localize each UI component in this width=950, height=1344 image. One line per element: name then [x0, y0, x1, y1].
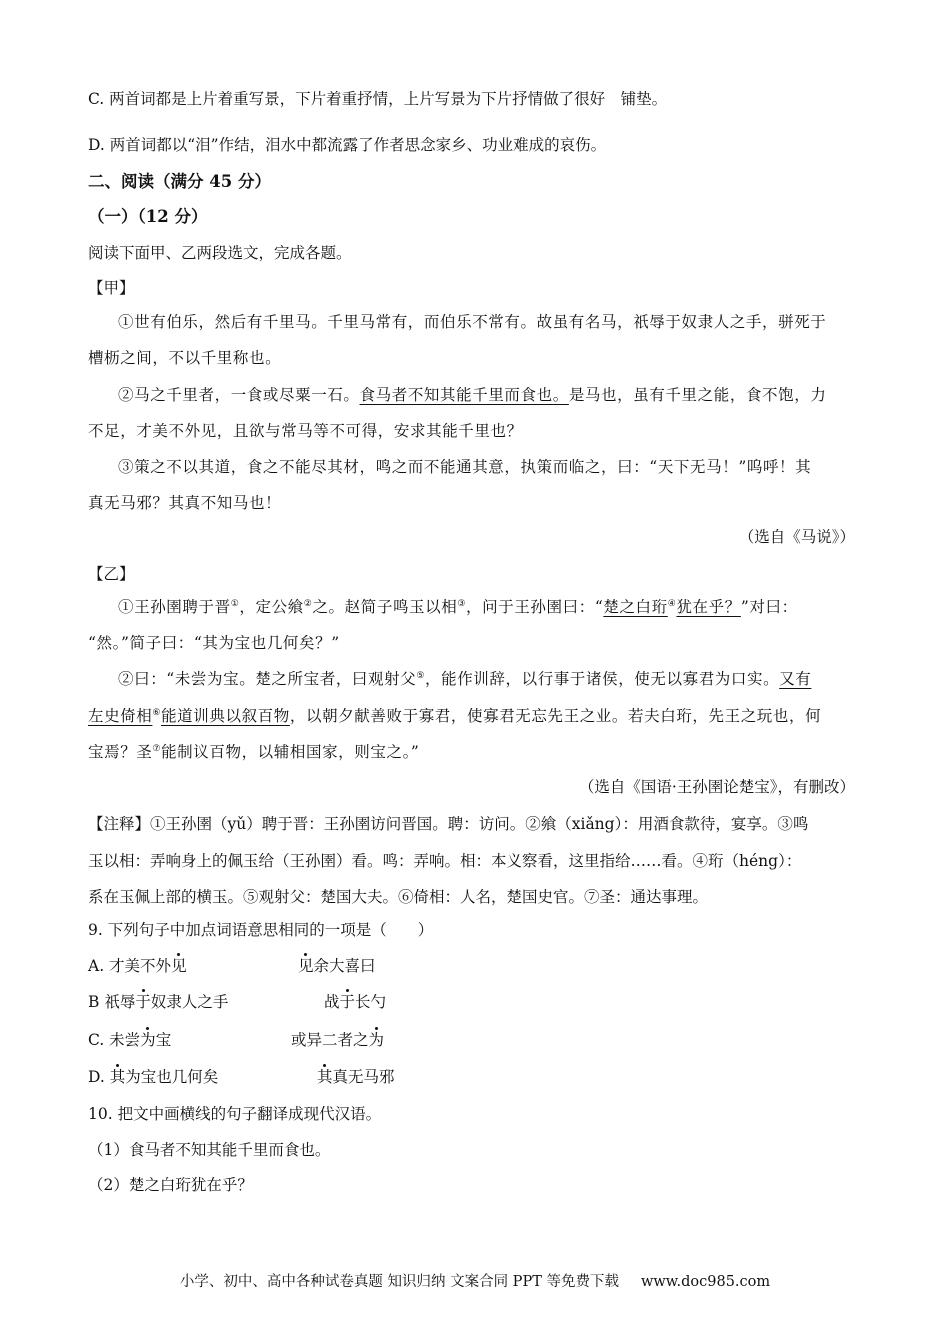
yi-paragraph-1-cont: “然。”简子曰：“其为宝也几何矣？” [88, 634, 340, 652]
yi-paragraph-2 [118, 668, 811, 693]
passage-yi-label: 【乙】 [88, 565, 135, 583]
jia-paragraph-3-cont: 真无马邪？其真不知马也！ [88, 494, 282, 512]
note-marker: ⑥ [152, 708, 162, 718]
text: 余大喜曰 [313, 957, 376, 975]
jia-paragraph-1-cont: 槽枥之间，不以千里称也。 [88, 349, 282, 367]
note-marker: ⑤ [416, 671, 425, 681]
note-marker: ③ [457, 599, 467, 609]
question-9-stem: 9. 下列句子中加点词语意思相同的一项是（ ） [88, 921, 434, 939]
q9-option-c-left [88, 1029, 171, 1051]
text: ，定公飨 [239, 598, 304, 616]
text: 是马也，虽有千里之能，食不饱，力 [568, 386, 827, 404]
yi-source: （选自《国语·王孙圉论楚宝》，有删改） [578, 778, 855, 796]
footer-url[interactable]: www.doc985.com [640, 1274, 771, 1290]
dotted-word: 见 [298, 957, 314, 975]
underlined-sentence: 楚之白珩 [603, 598, 668, 616]
notes-line-2: 玉以相：弄响身上的佩玉给（王孙圉）看。鸣：弄响。相：本义察看，这里指给……看。④珩（héng）： [88, 852, 802, 870]
text: A. 才美不外 [88, 957, 172, 975]
sub-title: （一）（12 分） [88, 207, 208, 226]
text: 或异二者之 [291, 1031, 369, 1049]
note-marker: ② [303, 599, 313, 609]
underlined-sentence: 犹在乎？ [676, 598, 741, 616]
notes-line-1: 【注释】①王孙圉（yǔ）聘于晋：王孙圉访问晋国。聘：访问。②飨（xiǎng）：用酒食款待，宴享。③鸣 [88, 815, 809, 833]
text: 能制议百物，以辅相国家，则宝之。” [161, 743, 420, 761]
jia-paragraph-1: ①世有伯乐，然后有千里马。千里马常有，而伯乐不常有。故虽有名马，祇辱于奴隶人之手，骈死于 [118, 313, 827, 331]
text: 宝 [155, 1031, 172, 1049]
dotted-word: 为 [140, 1031, 156, 1049]
q10-item-2: （2）楚之白珩犹在乎？ [88, 1176, 253, 1194]
footer-text: 小学、初中、高中各种试卷真题 知识归纳 文案合同 PPT 等免费下载 [179, 1274, 619, 1290]
q9-option-b-right [324, 991, 386, 1013]
dotted-word: 于 [339, 993, 356, 1011]
text: 真无马邪 [332, 1068, 395, 1086]
dotted-word: 为 [368, 1031, 385, 1049]
notes-line-3: 系在玉佩上部的横玉。⑤观射父：楚国大夫。⑥倚相：人名，楚国史官。⑦圣：通达事理。 [88, 888, 709, 906]
jia-paragraph-3: ③策之不以其道，食之不能尽其材，鸣之而不能通其意，执策而临之，曰：“天下无马！”呜呼！其 [118, 458, 812, 476]
note-marker: ④ [667, 599, 677, 609]
instruction: 阅读下面甲、乙两段选文，完成各题。 [88, 244, 352, 262]
jia-source: （选自《马说》） [738, 528, 855, 546]
text: ，能作训辞，以行事于诸侯，使无以寡君为口实。 [425, 670, 780, 688]
page-footer [0, 1270, 950, 1291]
text: 战 [324, 993, 340, 1011]
option-d-text: D. 两首词都以“泪”作结，泪水中都流露了作者思念家乡、功业难成的哀伤。 [88, 136, 607, 154]
text: C. 未尝 [88, 1031, 141, 1049]
note-marker: ⑦ [152, 744, 162, 754]
text: ，以朝夕献善败于寡君，使寡君无忘先王之业。若夫白珩，先王之玩也，何 [289, 707, 822, 725]
underlined-sentence: 左史倚相 [88, 707, 153, 725]
text: ②曰：“未尝为宝。楚之所宝者，曰观射父 [118, 670, 417, 688]
jia-paragraph-2 [118, 384, 826, 406]
q9-option-d-right [317, 1066, 395, 1088]
dotted-word: 其 [317, 1068, 333, 1086]
text: B 祇辱 [88, 993, 136, 1011]
q10-item-1: （1）食马者不知其能千里而食也。 [88, 1141, 331, 1159]
text: 奴隶人之手 [150, 993, 229, 1011]
text: D. [88, 1068, 110, 1086]
dotted-word: 见 [171, 957, 187, 975]
underlined-sentence: 食马者不知其能千里而食也。 [359, 386, 569, 404]
text: ”对曰： [740, 598, 798, 616]
q9-option-c-right [291, 1029, 384, 1051]
text: 之。赵简子鸣玉以相 [312, 598, 458, 616]
text: ①王孙圉聘于晋 [118, 598, 231, 616]
text: 长勺 [355, 993, 387, 1011]
section-title: 二、阅读（满分 45 分） [88, 172, 271, 191]
dotted-word: 其 [109, 1068, 126, 1086]
yi-paragraph-2-cont [88, 705, 821, 730]
text: 为宝也几何矣 [125, 1068, 219, 1086]
text: 宝焉？圣 [88, 743, 153, 761]
option-c-text: C. 两首词都是上片着重写景，下片着重抒情，上片写景为下片抒情做了很好 铺垫。 [88, 90, 668, 108]
text: ②马之千里者，一食或尽粟一石。 [118, 386, 360, 404]
dotted-word: 于 [135, 993, 151, 1011]
underlined-sentence: 又有 [779, 670, 812, 688]
q9-option-a-right [298, 955, 376, 977]
q9-option-a-left [88, 955, 187, 977]
question-10-stem: 10. 把文中画横线的句子翻译成现代汉语。 [88, 1105, 382, 1123]
note-marker: ① [230, 599, 240, 609]
q9-option-b-left [88, 991, 228, 1013]
text: ，问于王孙圉曰：“ [466, 598, 604, 616]
yi-paragraph-2-end [88, 741, 419, 766]
passage-jia-label: 【甲】 [88, 279, 135, 297]
underlined-sentence: 能道训典以叙百物 [161, 707, 290, 725]
jia-paragraph-2-cont: 不足，才美不外见，且欲与常马等不可得，安求其能千里也？ [88, 422, 523, 440]
yi-paragraph-1 [118, 596, 798, 621]
q9-option-d-left [88, 1066, 218, 1088]
